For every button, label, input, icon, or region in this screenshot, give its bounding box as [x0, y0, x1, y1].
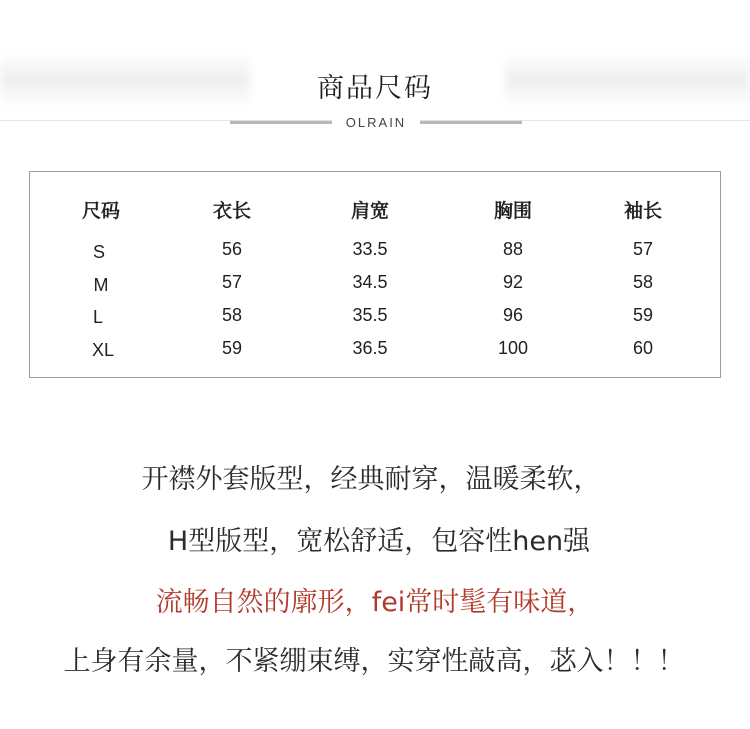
table-header-cell: 衣长: [212, 200, 251, 222]
table-cell: 34.5: [352, 272, 388, 292]
description-line: H型版型，宽松舒适，包容性hen强: [167, 526, 591, 557]
table-cell: 88: [502, 239, 524, 259]
header-rule-right: [522, 120, 750, 121]
table-cell: 58: [632, 272, 654, 292]
description-line-highlight: 流畅自然的廓形，fei常时髦有味道，: [155, 587, 595, 618]
page-title: 商品尺码: [317, 73, 433, 104]
table-header-cell: 肩宽: [350, 200, 389, 222]
table-cell: S: [92, 242, 105, 262]
table-header-cell: 尺码: [81, 200, 120, 222]
table-cell: 33.5: [352, 239, 388, 259]
divider-line-right: [420, 120, 522, 124]
table-cell: XL: [91, 340, 115, 360]
header-rule-left: [0, 120, 230, 121]
divider-line-left: [230, 120, 332, 124]
table-cell: 36.5: [352, 338, 388, 358]
description-line: 开襟外套版型，经典耐穿，温暖柔软，: [141, 464, 601, 495]
table-cell: M: [93, 275, 109, 295]
table-header-cell: 胸围: [493, 200, 532, 222]
table-cell: 59: [221, 338, 243, 358]
table-header-cell: 袖长: [623, 200, 662, 222]
table-cell: 59: [632, 305, 654, 325]
brand-divider: [230, 112, 522, 132]
brand-name: OLRAIN: [345, 114, 407, 130]
size-table: [29, 171, 721, 378]
table-cell: 57: [221, 272, 243, 292]
table-cell: 92: [502, 272, 524, 292]
table-cell: 60: [632, 338, 654, 358]
table-cell: 35.5: [352, 305, 388, 325]
table-cell: 58: [221, 305, 243, 325]
table-cell: 57: [632, 239, 654, 259]
table-cell: 96: [502, 305, 524, 325]
table-cell: L: [92, 307, 103, 327]
description-line: 上身有余量，不紧绷束缚，实穿性敲高，苾入！！！: [63, 646, 685, 677]
table-cell: 56: [221, 239, 243, 259]
table-cell: 100: [497, 338, 529, 358]
